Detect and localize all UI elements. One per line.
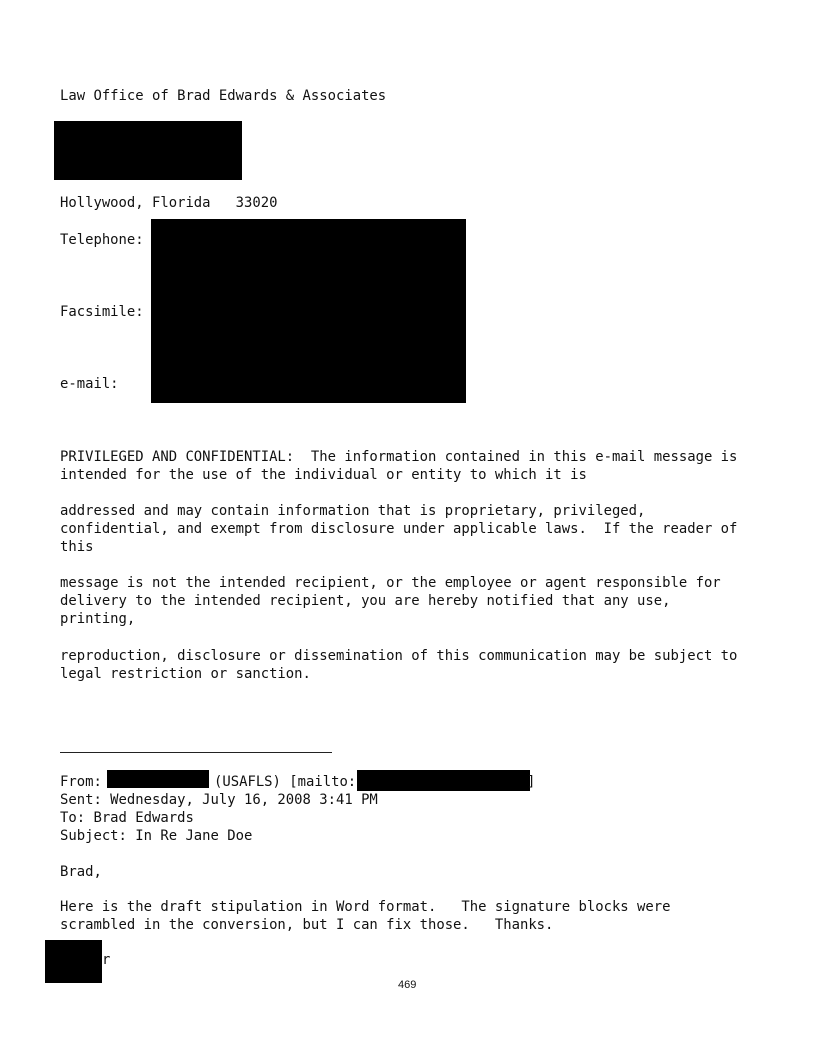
signature-tail: r bbox=[102, 952, 111, 968]
firm-name: Law Office of Brad Edwards & Associates bbox=[60, 88, 387, 104]
redacted-address-block bbox=[54, 121, 242, 180]
body-line: scrambled in the conversion, but I can fix those. Thanks. bbox=[60, 917, 554, 933]
to-line: To: Brad Edwards bbox=[60, 810, 194, 826]
confidentiality-line: this bbox=[60, 539, 94, 555]
facsimile-label: Facsimile: bbox=[60, 304, 144, 320]
telephone-label: Telephone: bbox=[60, 232, 144, 248]
confidentiality-line: legal restriction or sanction. bbox=[60, 666, 311, 682]
confidentiality-line: intended for the use of the individual or entity to which it is bbox=[60, 467, 587, 483]
from-close-bracket: ] bbox=[527, 774, 536, 790]
city-state-zip: Hollywood, Florida 33020 bbox=[60, 195, 278, 211]
confidentiality-line: confidential, and exempt from disclosure under applicable laws. If the reader of bbox=[60, 521, 738, 537]
confidentiality-line: addressed and may contain information that is proprietary, privileged, bbox=[60, 503, 646, 519]
separator-rule bbox=[60, 752, 332, 753]
confidentiality-line: delivery to the intended recipient, you are hereby notified that any use, bbox=[60, 593, 671, 609]
redacted-contact-block bbox=[151, 219, 466, 403]
redacted-sender-email bbox=[357, 770, 530, 791]
redacted-signature bbox=[45, 940, 102, 983]
page-number: 469 bbox=[398, 979, 417, 991]
email-label: e-mail: bbox=[60, 376, 119, 392]
greeting: Brad, bbox=[60, 864, 102, 880]
confidentiality-line: printing, bbox=[60, 611, 136, 627]
sent-line: Sent: Wednesday, July 16, 2008 3:41 PM bbox=[60, 792, 378, 808]
subject-line: Subject: In Re Jane Doe bbox=[60, 828, 253, 844]
body-line: Here is the draft stipulation in Word format. The signature blocks were bbox=[60, 899, 671, 915]
confidentiality-line: message is not the intended recipient, or the employee or agent responsible for bbox=[60, 575, 721, 591]
confidentiality-line: reproduction, disclosure or dissemination of this communication may be subject to bbox=[60, 648, 738, 664]
from-org: (USAFLS) [mailto: bbox=[214, 774, 357, 790]
redacted-sender-name bbox=[107, 770, 209, 788]
confidentiality-line: PRIVILEGED AND CONFIDENTIAL: The information contained in this e-mail message is bbox=[60, 449, 738, 465]
from-label: From: bbox=[60, 774, 102, 790]
